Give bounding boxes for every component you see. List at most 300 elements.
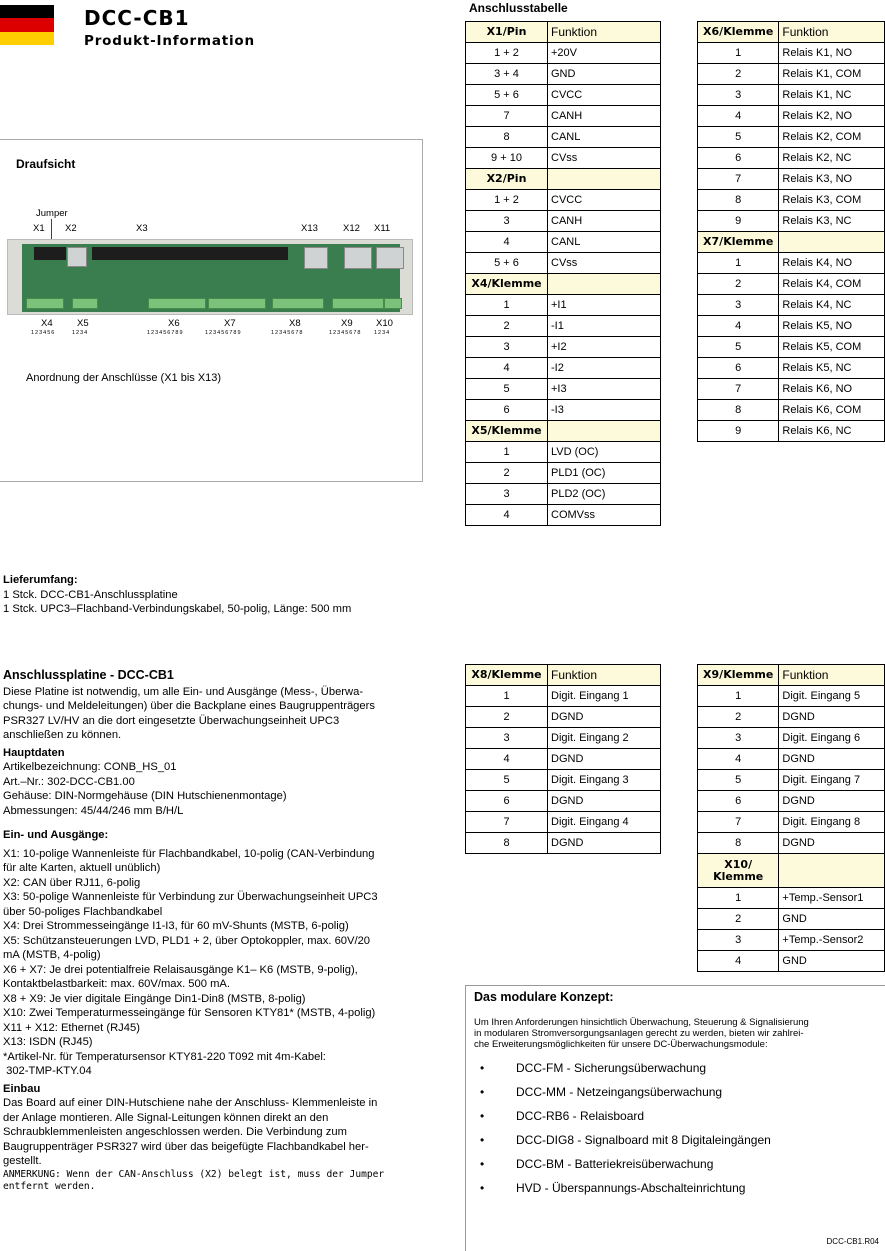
hauptdaten-line: Gehäuse: DIN-Normgehäuse (DIN Hutschienenmontage) [3,790,287,802]
table-row [466,232,661,253]
table-cell-function: +Temp.-Sensor2 [779,930,885,951]
lieferumfang-section [3,573,351,617]
table-row [698,400,885,421]
bullet-icon: • [480,1061,485,1075]
lieferumfang-line: 1 Stck. DCC-CB1-Anschlussplatine [3,588,178,601]
concept-title: Das modulare Konzept: [474,990,614,1004]
table-header-row [698,232,885,253]
table-cell-pin: 1 [466,442,548,463]
table-cell-pin: 5 [698,337,779,358]
label-x10: X10 [376,318,393,329]
io-line: X13: ISDN (RJ45) [3,1036,93,1048]
table-cell-function: -I3 [548,400,661,421]
table-cell-function: GND [779,951,885,972]
table-cell-function: CANL [548,127,661,148]
table-cell-function: CANH [548,106,661,127]
table-header-function [548,421,661,442]
table-cell-function: Digit. Eingang 8 [779,812,885,833]
table-cell-pin: 6 [698,358,779,379]
table-row [466,707,661,728]
table-row [698,707,885,728]
rj45-x12 [344,247,372,269]
concept-text [474,1017,874,1050]
einbau-line: Baugruppenträger PSR327 wird über das beigefügte Flachbandkabel her- [3,1140,369,1153]
table-header-row [466,421,661,442]
table-row [466,400,661,421]
table-header-connector: X7/Klemme [698,232,779,253]
table-cell-function: +I1 [548,295,661,316]
hauptdaten-line: Art.–Nr.: 302-DCC-CB1.00 [3,775,135,788]
concept-list-item [474,1157,771,1181]
table-row [466,253,661,274]
pins-x10: 1234 [374,330,391,336]
table-cell-function: Relais K6, NC [779,421,885,442]
table-cell-function: CVss [548,148,661,169]
pins-x8: 12345678 [271,330,304,336]
table-cell-pin: 2 [466,463,548,484]
pins-x6: 123456789 [147,330,184,336]
table-header-function: Funktion [548,22,661,43]
table-header-row [466,169,661,190]
table-row [698,106,885,127]
table-cell-pin: 7 [698,169,779,190]
table-cell-pin: 3 [466,337,548,358]
table-cell-pin: 4 [698,951,779,972]
table-cell-function: CANH [548,211,661,232]
einbau-line: Schraubklemmenleisten angeschlossen werden. Die Verbindung zum [3,1126,347,1138]
io-line: X3: 50-polige Wannenleiste für Verbindung zur Überwachungseinheit UPC3 [3,891,378,903]
concept-item-label: DCC-BM - Batteriekreisüberwachung [516,1157,714,1171]
table-cell-function: Relais K5, NC [779,358,885,379]
table-cell-function: Relais K3, NC [779,211,885,232]
table-header-connector: X10/ Klemme [698,854,779,888]
table-cell-pin: 4 [698,106,779,127]
einbau-title: Einbau [3,1082,41,1095]
flag-stripe-black [0,5,54,18]
table-cell-function: GND [548,64,661,85]
header-x3 [92,247,288,260]
io-line: Kontaktbelastbarkeit: max. 60V/max. 500 mA. [3,978,230,990]
label-x5: X5 [77,318,89,329]
label-x7: X7 [224,318,236,329]
table-cell-pin: 2 [466,316,548,337]
table-row [698,64,885,85]
table-row [698,127,885,148]
label-x4: X4 [41,318,53,329]
concept-item-label: DCC-RB6 - Relaisboard [516,1109,645,1123]
hauptdaten-line: Artikelbezeichnung: CONB_HS_01 [3,761,177,773]
table-row [698,337,885,358]
bullet-icon: • [480,1085,485,1099]
table-row [698,295,885,316]
table-cell-pin: 8 [698,400,779,421]
table-cell-function: DGND [779,791,885,812]
terminal-x7 [208,298,266,309]
table-cell-pin: 1 [466,295,548,316]
io-line: über 50-poliges Flachbandkabel [3,905,163,918]
german-flag-icon [0,5,54,45]
table-row [698,316,885,337]
table-cell-function: +I3 [548,379,661,400]
table-main-title: Anschlusstabelle [469,1,568,15]
table-row [698,190,885,211]
product-title: DCC-CB1 [84,6,190,30]
label-x1: X1 [33,223,45,234]
io-title: Ein- und Ausgänge: [3,829,109,841]
pcb-image [7,239,413,315]
io-line: X10: Zwei Temperaturmesseingänge für Sensoren KTY81* (MSTB, 4-polig) [3,1007,376,1019]
table-cell-pin: 3 [466,728,548,749]
table-row [698,274,885,295]
table-cell-function: +20V [548,43,661,64]
table-cell-pin: 7 [466,106,548,127]
io-line: X11 + X12: Ethernet (RJ45) [3,1021,140,1034]
io-line: X8 + X9: Je vier digitale Eingänge Din1-Din8 (MSTB, 8-polig) [3,992,306,1005]
table-cell-function: LVD (OC) [548,442,661,463]
table-cell-function: Relais K4, NO [779,253,885,274]
io-line: X6 + X7: Je drei potentialfreie Relaisausgänge K1– K6 (MSTB, 9-polig), [3,963,358,976]
table-row [698,749,885,770]
concept-list [474,1061,771,1205]
table-cell-function: Relais K6, NO [779,379,885,400]
table-cell-pin: 1 [698,253,779,274]
table-row [698,169,885,190]
table-header-row [698,665,885,686]
table-cell-pin: 3 [466,211,548,232]
table-cell-function: Digit. Eingang 3 [548,770,661,791]
concept-list-item [474,1181,771,1205]
table-row [698,791,885,812]
table-cell-function: Relais K4, NC [779,295,885,316]
table-cell-pin: 7 [698,379,779,400]
table-header-row [466,665,661,686]
rj11-x2 [67,247,87,267]
table-cell-pin: 3 [466,484,548,505]
label-x3: X3 [136,223,148,234]
table-cell-function: Relais K2, COM [779,127,885,148]
label-x11: X11 [374,223,391,234]
table-header-connector: X1/Pin [466,22,548,43]
table-cell-pin: 1 + 2 [466,190,548,211]
table-header-row [698,22,885,43]
table-cell-pin: 5 + 6 [466,85,548,106]
table-cell-function: COMVss [548,505,661,526]
table-header-connector: X6/Klemme [698,22,779,43]
table-cell-pin: 1 [698,43,779,64]
table-cell-function: DGND [779,749,885,770]
board-figure [0,139,423,482]
table-cell-function: Relais K1, COM [779,64,885,85]
table-cell-function: GND [779,909,885,930]
table-header-function: Funktion [779,665,885,686]
table-row [466,148,661,169]
table-cell-function: +Temp.-Sensor1 [779,888,885,909]
table-cell-function: Digit. Eingang 5 [779,686,885,707]
io-line: X4: Drei Strommesseingänge I1-I3, für 60 mV-Shunts (MSTB, 6-polig) [3,920,349,932]
table-cell-pin: 6 [466,400,548,421]
table-row [698,379,885,400]
table-cell-pin: 1 [698,686,779,707]
table-cell-function: Relais K3, COM [779,190,885,211]
table-row [698,43,885,64]
pcb-green-area [22,244,400,312]
concept-list-item [474,1133,771,1157]
table-cell-pin: 8 [698,190,779,211]
io-line: X5: Schützansteuerungen LVD, PLD1 + 2, über Optokoppler, max. 60V/20 [3,934,371,947]
table-cell-function: Digit. Eingang 4 [548,812,661,833]
bullet-icon: • [480,1109,485,1123]
table-cell-function: Relais K1, NO [779,43,885,64]
intro-line: Diese Platine ist notwendig, um alle Ein- und Ausgänge (Mess-, Überwa- [3,685,364,698]
einbau-line: Das Board auf einer DIN-Hutschiene nahe der Anschluss- Klemmenleiste in [3,1097,378,1109]
table-header-connector: X9/Klemme [698,665,779,686]
table-row [466,106,661,127]
section-title: Anschlussplatine - DCC-CB1 [3,668,174,682]
table-cell-pin: 2 [698,707,779,728]
table-row [466,442,661,463]
lieferumfang-line: 1 Stck. UPC3–Flachband-Verbindungskabel, 50-polig, Länge: 500 mm [3,603,352,615]
io-line: für alte Karten, aktuell unüblich) [3,862,161,874]
io-list [3,847,423,1079]
table-header-row [466,22,661,43]
table-cell-pin: 3 [698,295,779,316]
terminal-x6 [148,298,206,309]
table-row [698,770,885,791]
table-row [698,211,885,232]
table-cell-function: Relais K2, NO [779,106,885,127]
note-text [3,1169,423,1193]
table-row [466,127,661,148]
concept-list-item [474,1109,771,1133]
table-row [698,358,885,379]
table-header-connector: X8/Klemme [466,665,548,686]
table-cell-function: PLD1 (OC) [548,463,661,484]
table-row [466,190,661,211]
table-cell-function: DGND [548,833,661,854]
table-cell-function: Relais K4, COM [779,274,885,295]
label-x12: X12 [343,223,360,234]
pins-x9: 12345678 [329,330,362,336]
table-header-function [779,232,885,253]
concept-item-label: DCC-MM - Netzeingangsüberwachung [516,1085,723,1099]
table-cell-pin: 4 [698,749,779,770]
pins-x5: 1234 [72,330,89,336]
table-row [698,148,885,169]
einbau-line: der Anlage montieren. Alle Signal-Leitungen können direkt an den [3,1111,329,1124]
table-cell-pin: 4 [466,232,548,253]
table-row [698,686,885,707]
concept-item-label: HVD - Überspannungs-Abschalteinrichtung [516,1181,746,1195]
table-row [466,812,661,833]
table-cell-pin: 7 [466,812,548,833]
table-cell-pin: 4 [698,316,779,337]
io-line: *Artikel-Nr. für Temperatursensor KTY81-220 T092 mit 4m-Kabel: [3,1050,326,1063]
note-line: entfernt werden. [3,1180,96,1192]
table-row [466,358,661,379]
label-x2: X2 [65,223,77,234]
table-cell-pin: 2 [698,64,779,85]
table-header-function: Funktion [779,22,885,43]
table-cell-pin: 5 [698,127,779,148]
table-cell-function: -I2 [548,358,661,379]
pin-table-right [697,21,885,442]
product-subtitle: Produkt-Information [84,33,255,49]
table-cell-function: DGND [548,707,661,728]
table-cell-pin: 8 [466,833,548,854]
table-row [466,379,661,400]
table-cell-pin: 1 [466,686,548,707]
concept-item-label: DCC-DIG8 - Signalboard mit 8 Digitaleingängen [516,1133,771,1147]
hauptdaten-line: Abmessungen: 45/44/246 mm B/H/L [3,804,184,817]
table-row [698,421,885,442]
hauptdaten-title: Hauptdaten [3,746,65,759]
table-row [466,749,661,770]
table-cell-pin: 4 [466,749,548,770]
table-row [698,951,885,972]
table-cell-pin: 3 [698,85,779,106]
intro-line: PSR327 LV/HV an die dort eingesetzte Überwachungseinheit UPC3 [3,714,340,727]
figure-caption: Anordnung der Anschlüsse (X1 bis X13) [26,372,222,384]
table-row [466,64,661,85]
table-cell-function: Relais K6, COM [779,400,885,421]
concept-list-item [474,1061,771,1085]
table-cell-function: CANL [548,232,661,253]
table-row [698,833,885,854]
table-cell-function: Digit. Eingang 6 [779,728,885,749]
pin-table-x8 [465,664,661,854]
io-line: mA (MSTB, 4-polig) [3,949,101,961]
header-x1 [34,247,66,260]
einbau-text [3,1096,423,1169]
table-cell-pin: 4 [466,505,548,526]
table-cell-pin: 5 [698,770,779,791]
io-line: 302-TMP-KTY.04 [3,1065,92,1077]
anschlussplatine-section [3,668,423,1193]
table-cell-function: DGND [779,707,885,728]
table-cell-function: Digit. Eingang 2 [548,728,661,749]
table-row [466,85,661,106]
table-row [466,505,661,526]
table-cell-function: CVss [548,253,661,274]
note-line: ANMERKUNG: Wenn der CAN-Anschluss (X2) belegt ist, muss der Jumper [3,1168,385,1180]
table-cell-pin: 3 [698,728,779,749]
rj45-x13 [304,247,328,269]
table-header-function: Funktion [548,665,661,686]
table-cell-pin: 1 [698,888,779,909]
table-row [698,888,885,909]
terminal-x10 [384,298,402,309]
pin-table-left [465,21,661,526]
table-cell-pin: 4 [466,358,548,379]
label-x13: X13 [301,223,318,234]
table-cell-function: Relais K5, COM [779,337,885,358]
table-row [466,770,661,791]
table-cell-function: DGND [548,749,661,770]
table-cell-function: DGND [779,833,885,854]
intro-line: chungs- und Meldeleitungen) über die Backplane eines Baugruppenträgers [3,700,375,712]
table-cell-pin: 8 [466,127,548,148]
label-jumper: Jumper [36,208,68,219]
flag-stripe-gold [0,32,54,45]
io-line: X1: 10-polige Wannenleiste für Flachbandkabel, 10-polig (CAN-Verbindung [3,847,375,860]
table-row [698,930,885,951]
table-header-function [779,854,885,888]
table-cell-pin: 7 [698,812,779,833]
table-cell-pin: 1 + 2 [466,43,548,64]
pin-table-x9-x10 [697,664,885,972]
terminal-x4 [26,298,64,309]
table-row [466,463,661,484]
table-cell-pin: 6 [466,791,548,812]
pins-x7: 123456789 [205,330,242,336]
table-cell-pin: 5 [466,770,548,791]
table-row [466,43,661,64]
concept-text-line: che Erweiterungsmöglichkeiten für unsere DC-Überwachungsmodule: [474,1039,768,1050]
table-header-row [466,274,661,295]
table-cell-pin: 2 [698,909,779,930]
table-cell-function: Relais K3, NO [779,169,885,190]
table-cell-function: Relais K1, NC [779,85,885,106]
table-cell-pin: 2 [466,707,548,728]
lieferumfang-title: Lieferumfang: [3,574,78,586]
table-header-row [698,854,885,888]
rj45-x11 [376,247,404,269]
table-cell-pin: 3 [698,930,779,951]
table-row [466,211,661,232]
table-cell-pin: 6 [698,148,779,169]
terminal-x5 [72,298,98,309]
table-cell-pin: 9 [698,211,779,232]
table-header-function [548,274,661,295]
concept-item-label: DCC-FM - Sicherungsüberwachung [516,1061,707,1075]
table-cell-function: CVCC [548,190,661,211]
bullet-icon: • [480,1133,485,1147]
concept-box [465,985,885,1251]
table-cell-pin: 9 [698,421,779,442]
table-cell-function: DGND [548,791,661,812]
table-cell-function: -I1 [548,316,661,337]
bullet-icon: • [480,1157,485,1171]
table-cell-pin: 9 + 10 [466,148,548,169]
bullet-icon: • [480,1181,485,1195]
table-cell-function: Relais K2, NC [779,148,885,169]
label-x6: X6 [168,318,180,329]
table-row [466,686,661,707]
table-cell-pin: 5 [466,379,548,400]
table-row [466,484,661,505]
table-header-connector: X2/Pin [466,169,548,190]
concept-list-item [474,1085,771,1109]
table-cell-function: Digit. Eingang 7 [779,770,885,791]
table-cell-pin: 8 [698,833,779,854]
table-row [698,85,885,106]
table-cell-function: PLD2 (OC) [548,484,661,505]
flag-stripe-red [0,18,54,31]
concept-text-line: Um Ihren Anforderungen hinsichtlich Überwachung, Steuerung & Signalisierung [474,1017,809,1028]
figure-title: Draufsicht [16,157,76,171]
terminal-x8 [272,298,324,309]
einbau-line: gestellt. [3,1155,42,1167]
table-header-function [548,169,661,190]
pins-x4: 123456 [31,330,56,336]
terminal-x9 [332,298,384,309]
table-row [466,833,661,854]
table-header-connector: X5/Klemme [466,421,548,442]
table-row [698,253,885,274]
label-x9: X9 [341,318,353,329]
table-row [466,728,661,749]
table-cell-pin: 6 [698,791,779,812]
